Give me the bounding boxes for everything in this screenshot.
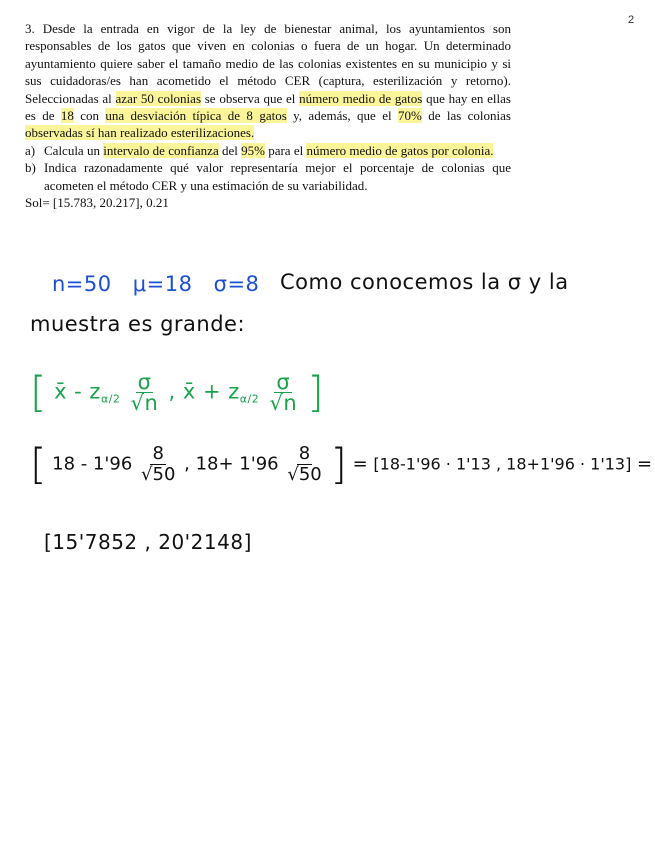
calc-part-upper: 18+ 1'96	[195, 453, 279, 475]
ci-calculation	[30, 439, 653, 489]
calc-result: [18-1'96 · 1'13 , 18+1'96 · 1'13]	[373, 454, 632, 474]
fraction-denominator: √n	[130, 391, 159, 415]
calc-fraction-lower	[141, 444, 175, 485]
highlight-intervalo: intervalo de confianza	[103, 142, 219, 158]
formula-close-bracket: ]	[307, 367, 325, 417]
formula-open-bracket: [	[30, 367, 47, 417]
highlight-numero-medio-por-colonia: número medio de gatos por colonia.	[306, 142, 494, 158]
handwritten-variables: n=50 μ=18 σ=8	[52, 272, 260, 296]
problem-statement	[25, 20, 511, 211]
formula-term-upper: x̄ + z	[182, 379, 240, 404]
fraction-denominator: √50	[141, 464, 176, 485]
intro-text: que hay en ellas es de	[25, 90, 511, 124]
intro-text: 3. Desde la entrada en vigor de la ley de bienestar animal, los ayuntamientos son responsables de los gatos que viven en colonias o fuera de un hogar. Un determinado ayuntamiento quiere saber el tamaño medio de las colonias existentes en su municipio y si sus cuidadoras/es han acometido el método CER (captura, esterilización y retorno). Seleccionadas al	[25, 21, 511, 106]
item-a-label: a)	[25, 142, 36, 158]
formula-fraction-lower	[131, 372, 159, 413]
fraction-numerator: 8	[298, 443, 311, 464]
highlight-70: 70%	[397, 108, 422, 124]
highlight-95: 95%	[241, 142, 265, 158]
calc-equals: =	[352, 453, 368, 475]
item-a	[25, 142, 511, 159]
formula-sub-upper: α/2	[239, 392, 260, 406]
fraction-numerator: σ	[276, 370, 291, 394]
intro-text: y, además, que el	[286, 108, 398, 124]
calc-trailing-equals: =	[637, 453, 653, 475]
calc-part-lower: 18 - 1'96	[52, 453, 133, 475]
formula-fraction-upper	[269, 372, 297, 413]
solution: Sol= [15.783, 20.217], 0.21	[25, 195, 169, 211]
item-b	[25, 159, 511, 194]
intro-text: de las colonias	[421, 108, 511, 124]
highlight-observadas: observadas sí han realizado esterilizaciones.	[25, 125, 255, 141]
highlight-azar: azar 50 colonias	[115, 90, 201, 106]
handwritten-line-1: Como conocemos la σ y la	[280, 270, 569, 294]
formula-separator: ,	[168, 379, 176, 404]
item-a-text-part: para el	[264, 142, 307, 158]
calc-fraction-upper	[287, 444, 321, 485]
fraction-denominator: √50	[287, 464, 322, 485]
formula-term-lower: x̄ - z	[54, 379, 101, 404]
fraction-numerator: σ	[137, 370, 152, 394]
calc-separator: ,	[184, 453, 190, 475]
intro-text: con	[73, 108, 106, 124]
formula-sub-lower: α/2	[100, 392, 121, 406]
item-b-label: b)	[25, 160, 36, 176]
fraction-denominator: √n	[269, 391, 298, 415]
fraction-numerator: 8	[152, 443, 164, 464]
highlight-numero-medio: número medio de gatos	[299, 90, 423, 106]
item-a-text-part: Calcula un	[44, 142, 104, 158]
calc-close-bracket: ]	[330, 439, 347, 489]
ci-formula	[30, 367, 325, 417]
highlight-18: 18	[60, 108, 74, 124]
item-a-text	[44, 142, 511, 159]
highlight-desviacion: una desviación típica de 8 gatos	[105, 108, 287, 124]
final-interval: [15'7852 , 20'2148]	[44, 530, 252, 554]
intro-text: se observa que el	[201, 90, 300, 106]
item-a-text-part: del	[218, 142, 242, 158]
calc-open-bracket: [	[30, 439, 47, 489]
handwritten-line-2: muestra es grande:	[30, 312, 246, 336]
page-number: 2	[628, 14, 635, 26]
problem-intro	[25, 20, 511, 142]
item-b-text: Indica razonadamente qué valor representaría mejor el porcentaje de colonias que acometen el método CER y una estimación de su variabilidad.	[44, 160, 511, 193]
